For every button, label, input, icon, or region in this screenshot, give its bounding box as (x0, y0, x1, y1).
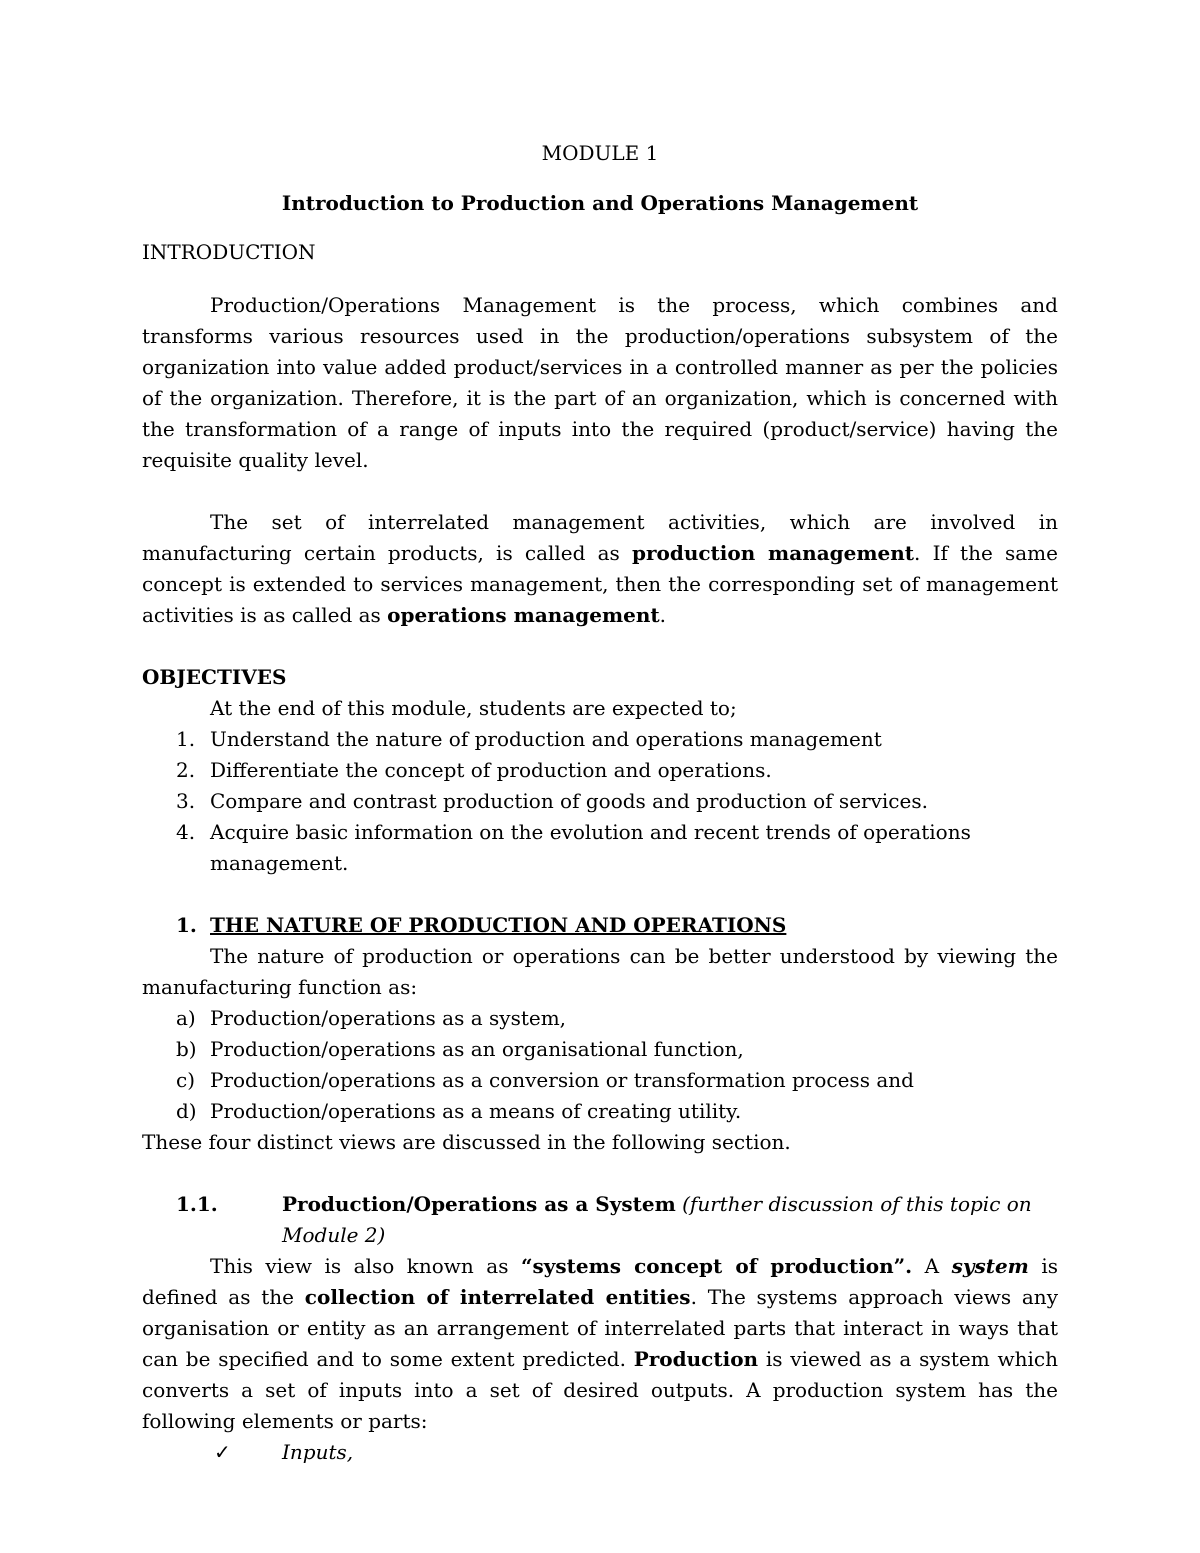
check-list-item (142, 1437, 1058, 1468)
check-item-text: Inputs, (282, 1440, 354, 1464)
list-marker: d) (176, 1099, 197, 1123)
list-marker: 3. (176, 789, 196, 813)
module-title: MODULE 1 (541, 141, 659, 165)
section-1-heading (142, 910, 1058, 941)
section-1-1-paragraph (142, 1251, 1058, 1437)
list-item-text: Compare and contrast production of goods and production of services. (210, 789, 928, 813)
production-term: Production (633, 1347, 759, 1371)
production-management-term: production management (631, 541, 915, 565)
section-1-1-heading (142, 1189, 1058, 1251)
list-item-text: Understand the nature of production and operations management (210, 727, 882, 751)
list-item-text: Production/operations as an organisational function, (210, 1037, 744, 1061)
list-item (142, 817, 1058, 879)
s11-text-c: A (912, 1254, 952, 1278)
objectives-list (142, 724, 1058, 879)
systems-concept-term: “systems concept of production”. (520, 1254, 913, 1278)
document-page (142, 138, 1058, 1468)
checkmark-icon: ✓ (214, 1440, 231, 1464)
objectives-lead: At the end of this module, students are expected to; (210, 696, 737, 720)
list-marker: b) (176, 1037, 197, 1061)
s11-text-e: is defined as the (142, 1254, 1058, 1309)
list-marker: 1. (176, 727, 196, 751)
list-marker: c) (176, 1068, 196, 1092)
section-1-1-number: 1.1. (176, 1192, 218, 1216)
objectives-heading: OBJECTIVES (142, 665, 287, 689)
introduction-paragraph-1: Production/Operations Management is the process, which combines and transforms various resources used in the production/operations subsystem of the organization into value added product/services in a controlled manner as per the policies of the organization. Therefore, it is the part of an organization, which is concerned with the transformation of a range of inputs into the required (product/service) having the requisite quality level. (142, 293, 1058, 472)
list-item (142, 1096, 1058, 1127)
section-1-list (142, 1003, 1058, 1127)
list-marker: 4. (176, 820, 196, 844)
interrelated-entities-term: collection of interrelated entities (304, 1285, 691, 1309)
operations-management-term: operations management (387, 603, 660, 627)
list-item-text: Production/operations as a conversion or transformation process and (210, 1068, 914, 1092)
introduction-paragraph-2 (142, 507, 1058, 631)
list-item-text: Differentiate the concept of production and operations. (210, 758, 772, 782)
list-item-text: Production/operations as a system, (210, 1006, 567, 1030)
list-item (142, 786, 1058, 817)
list-item (142, 755, 1058, 786)
system-term: system (951, 1254, 1029, 1278)
list-item (142, 724, 1058, 755)
list-item (142, 1034, 1058, 1065)
section-1-closing: These four distinct views are discussed in the following section. (142, 1130, 791, 1154)
intro-p2-text-a: The set of interrelated management activities, which are involved in manufacturing certain products, is called as (142, 510, 1058, 565)
s11-text-a: This view is also known as (210, 1254, 521, 1278)
list-item-text: Acquire basic information on the evolution and recent trends of operations management. (210, 820, 971, 875)
section-1-lead: The nature of production or operations can be better understood by viewing the manufacturing function as: (142, 944, 1058, 999)
intro-p2-text-e: . (659, 603, 667, 627)
intro-p2-text-c: . If the same concept is extended to services management, then the corresponding set of management activities is as called as (142, 541, 1058, 627)
list-marker: 2. (176, 758, 196, 782)
list-item (142, 1065, 1058, 1096)
list-item-text: Production/operations as a means of creating utility. (210, 1099, 742, 1123)
list-marker: a) (176, 1006, 196, 1030)
s11-text-g: . The systems approach views any organisation or entity as an arrangement of interrelated parts that interact in ways that can be specified and to some extent predicted. (142, 1285, 1058, 1371)
module-subtitle: Introduction to Production and Operations Management (281, 191, 919, 215)
section-1-1-title: Production/Operations as a System (282, 1192, 676, 1216)
s11-text-i: is viewed as a system which converts a set of inputs into a set of desired outputs. A production system has the following elements or parts: (142, 1347, 1058, 1433)
introduction-heading: INTRODUCTION (142, 240, 316, 264)
section-1-title: THE NATURE OF PRODUCTION AND OPERATIONS (210, 913, 787, 937)
section-1-number: 1. (176, 913, 197, 937)
section-1-1-note: (further discussion of this topic on Module 2) (282, 1192, 1032, 1247)
list-item (142, 1003, 1058, 1034)
